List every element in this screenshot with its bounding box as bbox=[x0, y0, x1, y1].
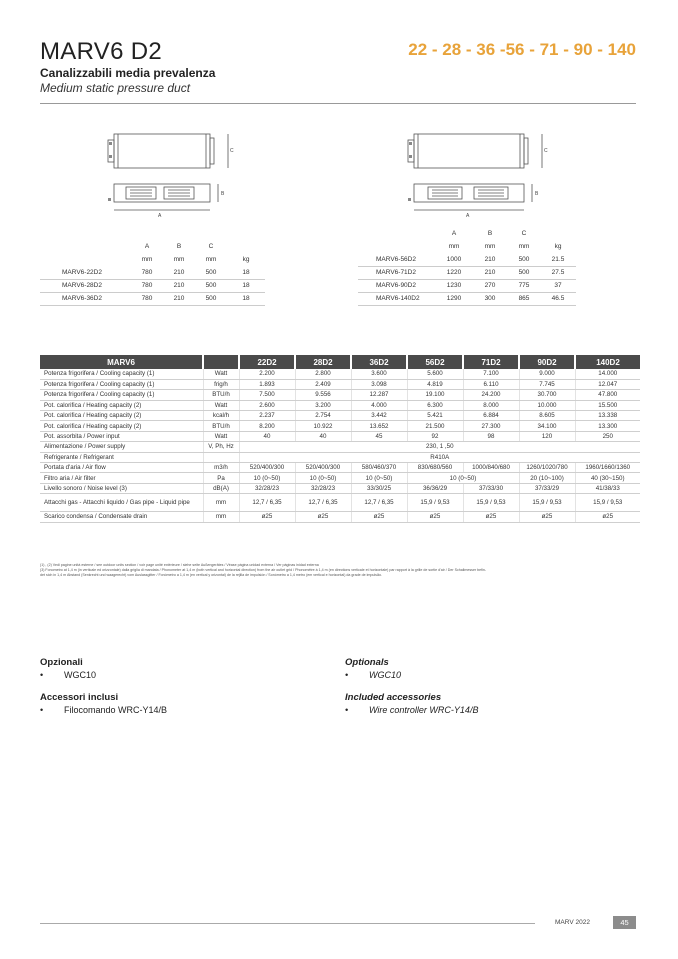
table-row: MARV6-71D2 1220 210 500 27.5 bbox=[358, 266, 576, 279]
table-cell: 7.745 bbox=[519, 379, 575, 389]
row-label: Potenza frigorifera / Cooling capacity (1) bbox=[40, 379, 203, 389]
dim-unit: kg bbox=[242, 256, 250, 263]
dim-head-row bbox=[40, 240, 265, 253]
table-row: MARV6-140D2 1290 300 865 46.5 bbox=[358, 292, 576, 305]
table-cell: 14.000 bbox=[575, 369, 640, 379]
table-cell: 15,9 / 9,53 bbox=[575, 494, 640, 512]
table-cell: 1000/840/680 bbox=[463, 463, 519, 473]
list-item: • WGC10 bbox=[345, 670, 402, 680]
table-cell: 6.300 bbox=[407, 400, 463, 410]
list-item: • Wire controller WRC-Y14/B bbox=[345, 705, 479, 715]
table-cell: 4.819 bbox=[407, 379, 463, 389]
footnote: (1) , (2) Vedi pagine unità esterne / see outdoor units section / voir page unité extérieure / siehe seite Außengerätes / Véase página unidad externa / Ver páginas inidad externa bbox=[40, 563, 319, 567]
row-unit: Watt bbox=[203, 369, 239, 379]
table-cell: 2.800 bbox=[295, 369, 351, 379]
table-cell: 10.000 bbox=[519, 400, 575, 410]
table-cell: 7.100 bbox=[463, 369, 519, 379]
column-header: 56D2 bbox=[407, 355, 463, 369]
row-label: Pot. assorbita / Power input bbox=[40, 431, 203, 441]
dim-b-label: B bbox=[221, 191, 225, 197]
spec-header-row bbox=[40, 355, 640, 369]
subtitle-english: Medium static pressure duct bbox=[40, 81, 191, 95]
table-cell: 12.287 bbox=[351, 390, 407, 400]
table-cell: 2.600 bbox=[239, 400, 295, 410]
dim-unit: kg bbox=[554, 243, 562, 250]
table-cell: 120 bbox=[519, 431, 575, 441]
dim-unit: mm bbox=[173, 256, 185, 263]
row-label: Pot. calorifica / Heating capacity (2) bbox=[40, 421, 203, 431]
dim-head-row bbox=[358, 227, 576, 240]
dimension-table-small bbox=[40, 240, 265, 306]
table-cell: 8.000 bbox=[463, 400, 519, 410]
row-unit: frig/h bbox=[203, 379, 239, 389]
table-cell: 3.200 bbox=[295, 400, 351, 410]
dim-unit: mm bbox=[518, 243, 530, 250]
optionals-english bbox=[345, 657, 401, 680]
row-label: Livello sonoro / Noise level (3) bbox=[40, 483, 203, 493]
table-cell: 27.300 bbox=[463, 421, 519, 431]
accessories-italian bbox=[40, 692, 167, 715]
dim-units-row bbox=[358, 240, 576, 253]
table-row: MARV6-56D2 1000 210 500 21.5 bbox=[358, 253, 576, 266]
table-row: MARV6-22D2 780 210 500 18 bbox=[40, 266, 265, 279]
table-cell: 21.500 bbox=[407, 421, 463, 431]
table-cell: 3.442 bbox=[351, 411, 407, 421]
row-label: Potenza frigorifera / Cooling capacity (1) bbox=[40, 390, 203, 400]
row-label: Pot. calorifica / Heating capacity (2) bbox=[40, 411, 203, 421]
dim-head: B bbox=[176, 243, 182, 250]
table-row bbox=[40, 442, 640, 452]
table-cell: 98 bbox=[463, 431, 519, 441]
section-heading: Optionals bbox=[345, 657, 389, 668]
dim-units-row bbox=[40, 253, 265, 266]
table-cell: 33/30/25 bbox=[351, 483, 407, 493]
table-cell: 40 (30~150) bbox=[575, 473, 640, 483]
table-row bbox=[40, 463, 640, 473]
table-cell: 13.652 bbox=[351, 421, 407, 431]
table-cell: 15.500 bbox=[575, 400, 640, 410]
row-unit: m3/h bbox=[203, 463, 239, 473]
table-cell: 20 (10~100) bbox=[519, 473, 575, 483]
table-cell: 12,7 / 6,35 bbox=[351, 494, 407, 512]
table-cell: 5.600 bbox=[407, 369, 463, 379]
table-cell: 830/680/560 bbox=[407, 463, 463, 473]
table-cell: 6.110 bbox=[463, 379, 519, 389]
drawing-large-unit bbox=[400, 128, 560, 218]
dim-head: A bbox=[451, 230, 457, 237]
model-sizes: 22 - 28 - 36 -56 - 71 - 90 - 140 bbox=[408, 40, 636, 59]
table-cell: 32/28/23 bbox=[239, 483, 295, 493]
row-label: Pot. calorifica / Heating capacity (2) bbox=[40, 400, 203, 410]
table-cell: 15,9 / 9,53 bbox=[407, 494, 463, 512]
table-cell: 2.237 bbox=[239, 411, 295, 421]
table-cell: 250 bbox=[575, 431, 640, 441]
table-cell: 15,9 / 9,53 bbox=[463, 494, 519, 512]
table-cell: 13.338 bbox=[575, 411, 640, 421]
optionals-italian bbox=[40, 657, 96, 680]
table-cell: 230, 1 ,50 bbox=[239, 442, 640, 452]
row-unit: BTU/h bbox=[203, 421, 239, 431]
table-cell: 9.556 bbox=[295, 390, 351, 400]
table-cell: 36/36/29 bbox=[407, 483, 463, 493]
table-row bbox=[40, 452, 640, 462]
table-cell: 47.800 bbox=[575, 390, 640, 400]
table-cell: 6.884 bbox=[463, 411, 519, 421]
dim-head: C bbox=[208, 243, 214, 250]
row-label: Potenza frigorifera / Cooling capacity (1) bbox=[40, 369, 203, 379]
row-unit bbox=[203, 452, 239, 462]
table-cell: 8.605 bbox=[519, 411, 575, 421]
dim-head: C bbox=[521, 230, 527, 237]
table-cell: 12,7 / 6,35 bbox=[239, 494, 295, 512]
column-header: 71D2 bbox=[463, 355, 519, 369]
table-row: MARV6-90D2 1230 270 775 37 bbox=[358, 279, 576, 292]
row-unit: Watt bbox=[203, 431, 239, 441]
table-cell: 9.000 bbox=[519, 369, 575, 379]
column-header: 28D2 bbox=[295, 355, 351, 369]
table-cell: 2.200 bbox=[239, 369, 295, 379]
page-title: MARV6 D2 bbox=[40, 38, 163, 65]
spec-table bbox=[40, 355, 640, 523]
accessories-english bbox=[345, 692, 478, 715]
table-cell: 4.000 bbox=[351, 400, 407, 410]
table-cell: ø25 bbox=[463, 512, 519, 522]
table-cell: R410A bbox=[239, 452, 640, 462]
table-cell: 34.100 bbox=[519, 421, 575, 431]
row-label: Scarico condensa / Condensate drain bbox=[40, 512, 203, 522]
table-cell: ø25 bbox=[407, 512, 463, 522]
subtitle-italian: Canalizzabili media prevalenza bbox=[40, 66, 216, 80]
column-header: 90D2 bbox=[519, 355, 575, 369]
table-row bbox=[40, 379, 640, 389]
section-heading: Accessori inclusi bbox=[40, 692, 119, 703]
header-divider bbox=[40, 103, 636, 104]
row-label: Portata d'aria / Air flow bbox=[40, 463, 203, 473]
table-cell: 12.047 bbox=[575, 379, 640, 389]
table-cell: 12,7 / 6,35 bbox=[295, 494, 351, 512]
table-cell: 15,9 / 9,53 bbox=[519, 494, 575, 512]
table-row bbox=[40, 369, 640, 379]
dim-unit: mm bbox=[484, 243, 496, 250]
row-label: Alimentazione / Power supply bbox=[40, 442, 203, 452]
section-heading: Opzionali bbox=[40, 657, 83, 668]
row-unit: mm bbox=[203, 512, 239, 522]
table-cell: 580/460/370 bbox=[351, 463, 407, 473]
table-cell: 7.500 bbox=[239, 390, 295, 400]
table-cell: 520/400/300 bbox=[239, 463, 295, 473]
dim-head: A bbox=[144, 243, 150, 250]
table-cell: ø25 bbox=[575, 512, 640, 522]
table-cell: 10 (0~50) bbox=[351, 473, 407, 483]
dim-head: B bbox=[487, 230, 493, 237]
drawing-small-unit bbox=[100, 128, 240, 218]
list-item: • Filocomando WRC-Y14/B bbox=[40, 705, 168, 715]
table-cell: 40 bbox=[239, 431, 295, 441]
table-row bbox=[40, 400, 640, 410]
table-row: MARV6-36D2 780 210 500 18 bbox=[40, 292, 265, 305]
page-number: 45 bbox=[613, 916, 636, 929]
row-unit: mm bbox=[203, 494, 239, 512]
row-unit: kcal/h bbox=[203, 411, 239, 421]
table-cell: 1260/1020/780 bbox=[519, 463, 575, 473]
table-row bbox=[40, 421, 640, 431]
table-cell: 1960/1660/1360 bbox=[575, 463, 640, 473]
dim-c-label: C bbox=[230, 148, 234, 154]
dim-c-label: C bbox=[544, 148, 548, 154]
column-header: 22D2 bbox=[239, 355, 295, 369]
row-unit: V, Ph, Hz bbox=[203, 442, 239, 452]
table-cell: 13.300 bbox=[575, 421, 640, 431]
column-header: 140D2 bbox=[575, 355, 640, 369]
table-cell: 30.700 bbox=[519, 390, 575, 400]
table-cell: 92 bbox=[407, 431, 463, 441]
dim-a-label: A bbox=[466, 213, 470, 218]
spec-model-header: MARV6 bbox=[40, 355, 203, 369]
table-cell: 37/33/30 bbox=[463, 483, 519, 493]
table-row bbox=[40, 494, 640, 512]
dim-b-label: B bbox=[535, 191, 539, 197]
table-cell: 45 bbox=[351, 431, 407, 441]
table-cell: 41/38/33 bbox=[575, 483, 640, 493]
row-label: Filtro aria / Air filter bbox=[40, 473, 203, 483]
table-cell: 19.100 bbox=[407, 390, 463, 400]
table-cell: ø25 bbox=[519, 512, 575, 522]
row-unit: Pa bbox=[203, 473, 239, 483]
section-heading: Included accessories bbox=[345, 692, 442, 703]
table-cell: 10 (0~50) bbox=[407, 473, 519, 483]
table-cell: ø25 bbox=[239, 512, 295, 522]
footer-divider bbox=[40, 923, 535, 924]
table-cell: 24.200 bbox=[463, 390, 519, 400]
table-cell: 3.098 bbox=[351, 379, 407, 389]
footnotes bbox=[40, 563, 636, 578]
dim-unit: mm bbox=[141, 256, 153, 263]
table-cell: 40 bbox=[295, 431, 351, 441]
footer-label: MARV 2022 bbox=[555, 919, 590, 926]
table-cell: ø25 bbox=[351, 512, 407, 522]
row-label: Attacchi gas - Attacchi liquido / Gas pipe - Liquid pipe bbox=[40, 494, 203, 512]
table-cell: 1.893 bbox=[239, 379, 295, 389]
table-row bbox=[40, 390, 640, 400]
table-cell: 3.600 bbox=[351, 369, 407, 379]
table-cell: 8.200 bbox=[239, 421, 295, 431]
table-row bbox=[40, 411, 640, 421]
table-cell: ø25 bbox=[295, 512, 351, 522]
table-row bbox=[40, 431, 640, 441]
dim-unit: mm bbox=[205, 256, 217, 263]
table-cell: 32/28/23 bbox=[295, 483, 351, 493]
dim-unit: mm bbox=[448, 243, 460, 250]
row-unit: BTU/h bbox=[203, 390, 239, 400]
table-row: MARV6-28D2 780 210 500 18 bbox=[40, 279, 265, 292]
row-label: Refrigerante / Refrigerant bbox=[40, 452, 203, 462]
footnote: det sich in 1,4 m Abstand (Senkrecht und waagerecht) vom Auslassgitter / Fonómetro a 1,4 m (en vertical y orizontal) de la rejilla de impulsión / Sonómetro a 1,4 metro (em vertical e horizontal) da grade de impulsão. bbox=[40, 573, 382, 577]
row-unit: dB(A) bbox=[203, 483, 239, 493]
dimension-table-large bbox=[358, 227, 576, 306]
table-row bbox=[40, 483, 640, 493]
table-row bbox=[40, 473, 640, 483]
column-header: 36D2 bbox=[351, 355, 407, 369]
table-cell: 10 (0~50) bbox=[295, 473, 351, 483]
table-cell: 2.754 bbox=[295, 411, 351, 421]
table-cell: 37/33/29 bbox=[519, 483, 575, 493]
table-cell: 520/400/300 bbox=[295, 463, 351, 473]
table-cell: 2.409 bbox=[295, 379, 351, 389]
list-item: • WGC10 bbox=[40, 670, 97, 680]
row-unit: Watt bbox=[203, 400, 239, 410]
footnote: (3) Fonometro at 1,4 m (in verticale ed orizzontale) dalla griglia di mandata / Phonometer at 1,4 m (both vertical and horizontal direction) from the air outlet grid / Phonomètre à 1,4 m (en directions verticale et horizontale) par rapport à la grille de sortie d'air / Der Schallmesser befin- bbox=[40, 568, 487, 572]
table-cell: 5.421 bbox=[407, 411, 463, 421]
table-cell: 10.922 bbox=[295, 421, 351, 431]
table-row bbox=[40, 512, 640, 522]
table-cell: 10 (0~50) bbox=[239, 473, 295, 483]
dim-a-label: A bbox=[158, 213, 162, 218]
